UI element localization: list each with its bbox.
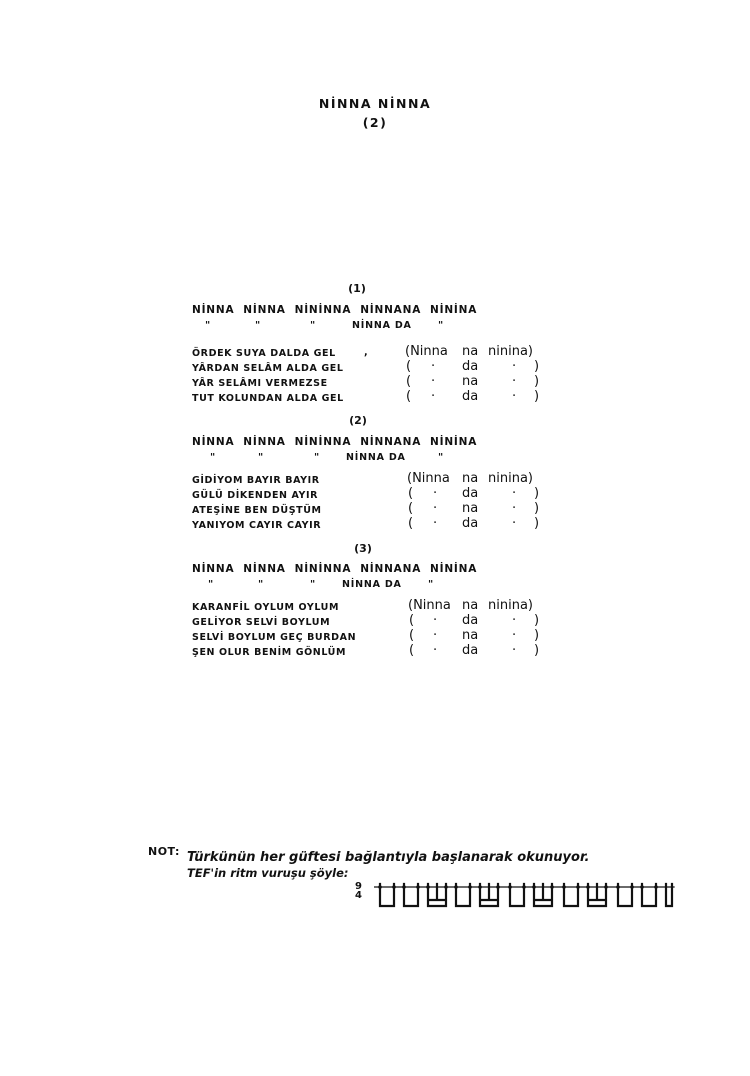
response-open: (	[409, 643, 415, 658]
response-close: ninina)	[488, 344, 533, 359]
ditto-mark: "	[258, 579, 264, 590]
response-open: (	[408, 516, 414, 531]
lyric-line: ŞEN OLUR BENİM GÖNLÜM	[192, 647, 347, 658]
lyric-line: ÖRDEK SUYA DALDA GEL	[192, 348, 336, 359]
lyric-line: KARANFİL OYLUM OYLUM	[192, 602, 340, 613]
response-open: (	[409, 628, 415, 643]
lyric-line: YANIYOM CAYIR CAYIR	[192, 520, 322, 531]
response-mid: na	[462, 344, 479, 359]
response-close: ninina)	[488, 471, 533, 486]
response-open: (	[409, 613, 415, 628]
note-text-line-1: Türkünün her güftesi bağlantıyla başlanarak okunuyor.	[187, 850, 590, 865]
response-close: )	[534, 501, 540, 516]
response-close: )	[534, 643, 540, 658]
lyric-line: GİDİYOM BAYIR BAYIR	[192, 475, 320, 486]
time-signature-top: 9	[355, 881, 362, 892]
note-label: NOT:	[148, 845, 180, 858]
lyric-line: TUT KOLUNDAN ALDA GEL	[192, 393, 344, 404]
stanza-number: (2)	[349, 414, 367, 427]
response-mid: da	[462, 486, 479, 501]
response-mid: na	[462, 501, 479, 516]
response-mid: da	[462, 359, 479, 374]
lyric-line: GELİYOR SELVİ BOYLUM	[192, 617, 331, 628]
ditto-mark: "	[310, 579, 316, 590]
song-subtitle: (2)	[362, 115, 388, 130]
comma-mark: ,	[364, 347, 369, 358]
response-close: )	[534, 628, 540, 643]
stanza-number: (3)	[354, 542, 372, 555]
response-close: )	[534, 516, 540, 531]
response-mid: na	[462, 471, 479, 486]
lyric-line: ATEŞİNE BEN DÜŞTÜM	[192, 505, 322, 516]
response-close: ninina)	[488, 598, 533, 613]
response-open: (	[406, 359, 412, 374]
response-mid: da	[462, 613, 479, 628]
time-signature-bottom: 4	[355, 890, 362, 901]
refrain-line-2: NİNNA DA	[346, 452, 406, 463]
response-open: (	[406, 374, 412, 389]
lyric-line: SELVİ BOYLUM GEÇ BURDAN	[192, 632, 357, 643]
ditto-mark: "	[255, 320, 261, 331]
response-mid: na	[462, 374, 479, 389]
response-close: )	[534, 613, 540, 628]
note-text-line-2: TEF'in ritm vuruşu şöyle:	[187, 866, 349, 880]
refrain-line-2: NİNNA DA	[352, 320, 412, 331]
ditto-mark: "	[438, 452, 444, 463]
response-close: )	[534, 359, 540, 374]
ditto-mark: "	[438, 320, 444, 331]
response-open: (Ninna	[405, 344, 448, 359]
refrain-line: NİNNA NİNNA NİNİNNA NİNNANA NİNİNA	[192, 563, 478, 575]
ditto-mark: "	[310, 320, 316, 331]
refrain-line: NİNNA NİNNA NİNİNNA NİNNANA NİNİNA	[192, 304, 478, 316]
response-mid: da	[462, 643, 479, 658]
response-close: )	[534, 374, 540, 389]
response-mid: na	[462, 628, 479, 643]
lyric-line: YÂR SELÂMI VERMEZSE	[192, 378, 328, 389]
response-close: )	[534, 389, 540, 404]
response-open: (	[408, 486, 414, 501]
lyric-line: GÜLÜ DİKENDEN AYIR	[192, 490, 319, 501]
response-close: )	[534, 486, 540, 501]
response-mid: da	[462, 389, 479, 404]
stanza-number: (1)	[348, 282, 366, 295]
response-mid: da	[462, 516, 479, 531]
response-open: (Ninna	[408, 598, 451, 613]
refrain-line-2: NİNNA DA	[342, 579, 402, 590]
ditto-mark: "	[205, 320, 211, 331]
song-title: NİNNA NİNNA	[318, 96, 432, 111]
response-mid: na	[462, 598, 479, 613]
ditto-mark: "	[314, 452, 320, 463]
rhythm-notation	[374, 880, 686, 910]
refrain-line: NİNNA NİNNA NİNİNNA NİNNANA NİNİNA	[192, 436, 478, 448]
response-open: (	[406, 389, 412, 404]
lyric-line: YÂRDAN SELÂM ALDA GEL	[192, 363, 344, 374]
response-open: (Ninna	[407, 471, 450, 486]
ditto-mark: "	[258, 452, 264, 463]
response-open: (	[408, 501, 414, 516]
ditto-mark: "	[210, 452, 216, 463]
ditto-mark: "	[208, 579, 214, 590]
time-signature	[355, 882, 362, 900]
ditto-mark: "	[428, 579, 434, 590]
